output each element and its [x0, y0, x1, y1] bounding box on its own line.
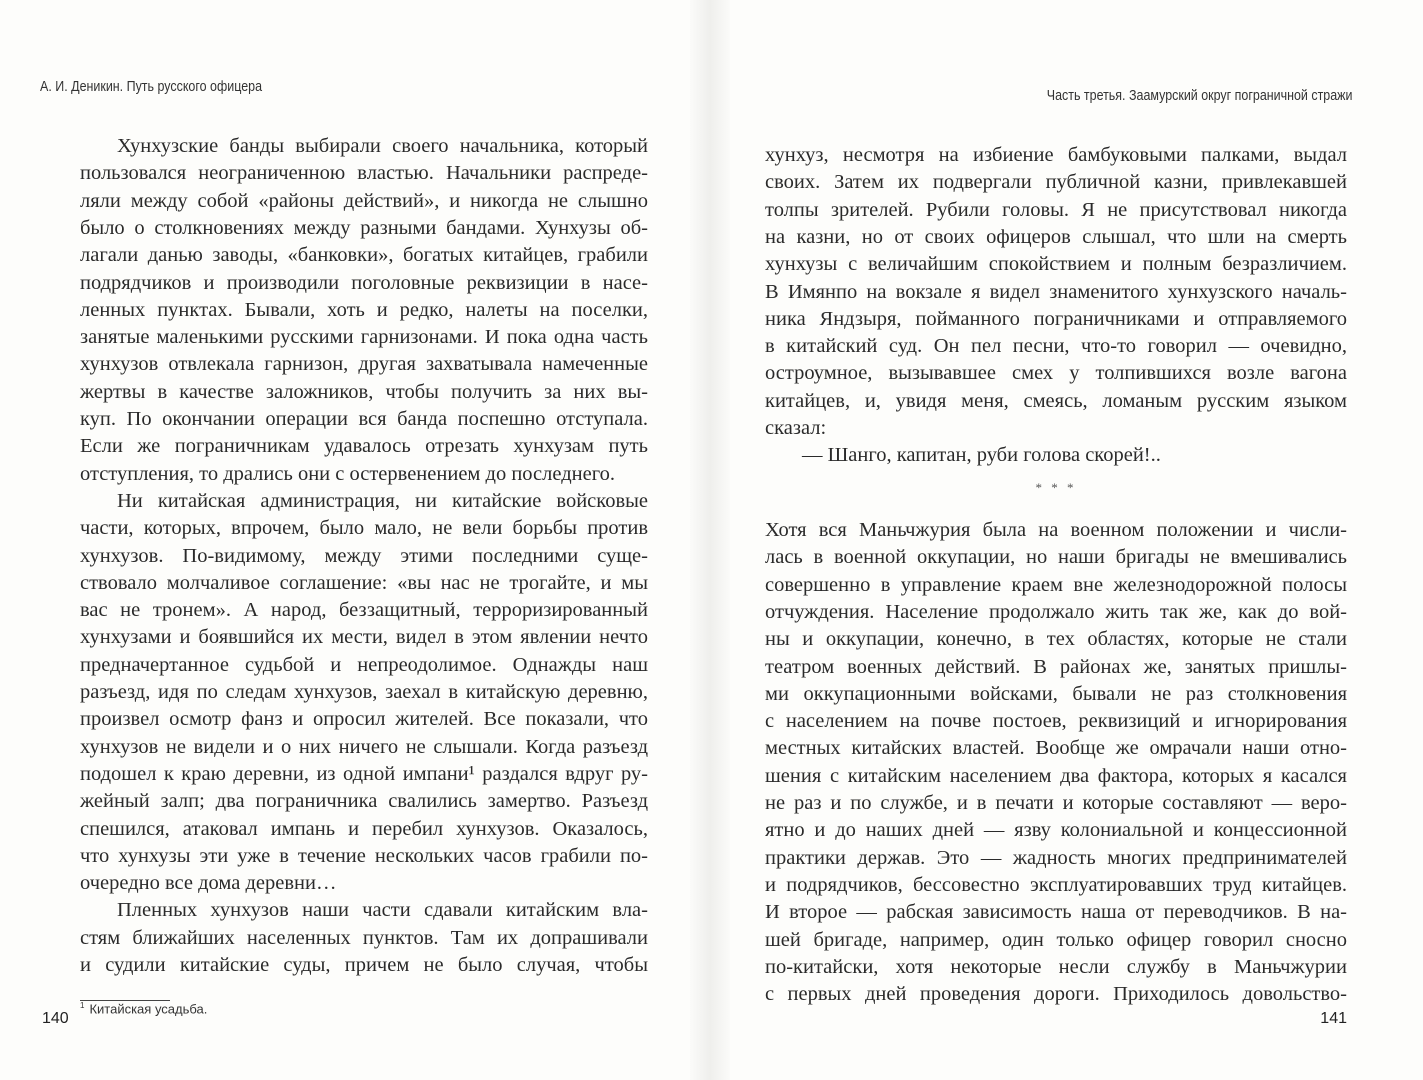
- text-line: в китайский суд. Он пел песни, что-то говорил — очевидно,: [765, 335, 1347, 358]
- text-line: ника Яндзыря, пойманного пограничниками и отправляемого: [765, 307, 1347, 330]
- left-page: [40, 0, 648, 1080]
- text-line: Если же пограничникам удавалось отрезать хунхузам путь: [80, 435, 648, 458]
- section-separator: * * *: [1035, 480, 1077, 495]
- text-line: толпы зрителей. Рубили головы. Я не присутствовал никогда: [765, 198, 1347, 221]
- text-line: что хунхузы эти уже в течение нескольких часов грабили по-: [80, 844, 648, 867]
- text-line: Хотя вся Маньчжурия была на военном положении и числи-: [765, 519, 1347, 541]
- text-line: ляли между собой «районы действий», и никогда не слышно: [80, 189, 648, 212]
- text-line: с населением на почве постоев, реквизиций и игнорирования: [765, 710, 1347, 733]
- text-line: местных китайских властей. Вообще же омрачали наши отно-: [765, 737, 1347, 760]
- text-line: произвел осмотр фанз и опросил жителей. Все показали, что: [80, 708, 648, 731]
- text-line: занятые маленькими русскими гарнизонами. И пока одна часть: [80, 326, 648, 349]
- text-line: подрядчиков и производили поголовные реквизиции в насе-: [80, 271, 648, 294]
- text-line: своих. Затем их подвергали публичной казни, привлекавшей: [765, 171, 1347, 194]
- text-line: и подрядчиков, бессовестно эксплуатировавших труд китайцев.: [765, 873, 1347, 896]
- footnote-text: Китайская усадьба.: [89, 1001, 208, 1017]
- text-line: сказал:: [765, 417, 827, 439]
- running-head-left: А. И. Деникин. Путь русского офицера: [40, 79, 263, 95]
- page-number-left: 140: [42, 1010, 69, 1027]
- footnote: [80, 1001, 207, 1016]
- text-line: ствовало молчаливое соглашение: «вы нас не трогайте, и мы: [80, 571, 648, 594]
- text-line: отступления, то дрались они с остервенением до последнего.: [80, 462, 615, 485]
- text-line: очередно все дома деревни…: [80, 872, 337, 895]
- text-line: совершенно в управление краем вне железнодорожной полосы: [765, 573, 1347, 596]
- text-line: части, которых, впрочем, было мало, не вели борьбы против: [80, 517, 648, 540]
- footnote-mark: 1: [80, 1001, 85, 1010]
- text-line: В Имянпо на вокзале я видел знаменитого хунхузского началь-: [765, 280, 1347, 303]
- text-line: хунхузов. По-видимому, между этими последними суще-: [80, 544, 648, 567]
- text-line: по-китайски, хотя некоторые несли службу в Маньчжурии: [765, 955, 1347, 978]
- text-line: подошел к краю деревни, из одной импани¹ раздался вдруг ру-: [80, 762, 648, 785]
- text-line: хунхузов не видели и о них ничего не слышали. Когда разъезд: [80, 735, 648, 758]
- text-line: отчуждения. Население продолжало жить так же, как до вой-: [765, 600, 1347, 623]
- book-gutter: [690, 0, 730, 1080]
- text-line: театром военных действий. В районах же, занятых пришлы-: [765, 655, 1347, 678]
- text-line: стям ближайших населенных пунктов. Там их допрашивали: [80, 926, 648, 949]
- text-line: хунхузы с величайшим спокойствием и полным безразличием.: [765, 253, 1347, 276]
- text-line: остроумное, вызывавшее смех у толпившихся возле вагона: [765, 362, 1347, 385]
- text-line: лась в военной оккупации, но наши бригады не вмешивались: [765, 546, 1347, 569]
- text-line: спешился, атаковал импань и перебил хунхузов. Оказалось,: [80, 817, 648, 840]
- text-line: хунхузами и боявшийся их мести, видел в этом явлении нечто: [80, 626, 648, 649]
- text-line: хунхузов отвлекала гарнизон, другая захватывала намеченные: [80, 353, 648, 376]
- text-line: ятно и до наших дней — язву колониальной и концессионной: [765, 819, 1347, 842]
- right-page: [765, 0, 1352, 1080]
- text-line: ны и оккупации, конечно, в тех областях, которые не стали: [765, 628, 1347, 651]
- text-line: вас не тронем». А народ, беззащитный, терроризированный: [80, 599, 648, 622]
- text-line: Хунхузские банды выбирали своего начальника, который: [117, 135, 648, 157]
- text-line: шей бригаде, например, один только офицер говорил сносно: [765, 928, 1347, 951]
- text-line: ми оккупационными войсками, бывали не раз столкновения: [765, 682, 1347, 705]
- text-line: и судили китайские суды, причем не было случая, чтобы: [80, 954, 648, 976]
- page-number-right: 141: [1320, 1010, 1347, 1027]
- text-line: лагали данью заводы, «банковки», богатых китайцев, грабили: [80, 244, 648, 267]
- text-line: на казни, но от своих офицеров слышал, что шли на смерть: [765, 225, 1347, 248]
- text-line: предначертанное судьбой и непреодолимое. Однажды наш: [80, 653, 648, 676]
- text-line: практики держав. Это — жадность многих предпринимателей: [765, 846, 1347, 869]
- text-line: жертвы в качестве заложников, чтобы получить за них вы-: [80, 380, 648, 403]
- text-line: пользовался неограниченною властью. Начальники распреде-: [80, 162, 648, 185]
- text-line: куп. По окончании операции вся банда поспешно отступала.: [80, 408, 648, 430]
- text-line: жейный залп; два пограничника свалились замертво. Разъезд: [80, 790, 648, 813]
- text-line: — Шанго, капитан, руби голова скорей!..: [802, 444, 1161, 467]
- text-line: разъезд, идя по следам хунхузов, заехал в китайскую деревню,: [80, 681, 648, 703]
- text-line: китайцев, и, увидя меня, смеясь, ломаным русским языком: [765, 389, 1347, 412]
- text-line: не раз и по службе, и в печати и которые составляют — веро-: [765, 792, 1347, 814]
- text-line: хунхуз, несмотря на избиение бамбуковыми палками, выдал: [765, 144, 1347, 166]
- text-line: Пленных хунхузов наши части сдавали китайским вла-: [117, 899, 648, 922]
- text-line: было о столкновениях между разными бандами. Хунхузы об-: [80, 216, 648, 239]
- text-line: ленных пунктах. Бывали, хоть и редко, налеты на поселки,: [80, 298, 648, 321]
- text-line: Ни китайская администрация, ни китайские войсковые: [117, 489, 648, 512]
- text-line: И второе — рабская зависимость наша от переводчиков. В на-: [765, 901, 1347, 924]
- running-head-right: Часть третья. Заамурский округ пограничной стражи: [1046, 88, 1352, 104]
- text-line: с первых дней проведения дороги. Приходилось довольство-: [765, 983, 1347, 1006]
- text-line: шения с китайским населением два фактора, которых я касался: [765, 764, 1347, 787]
